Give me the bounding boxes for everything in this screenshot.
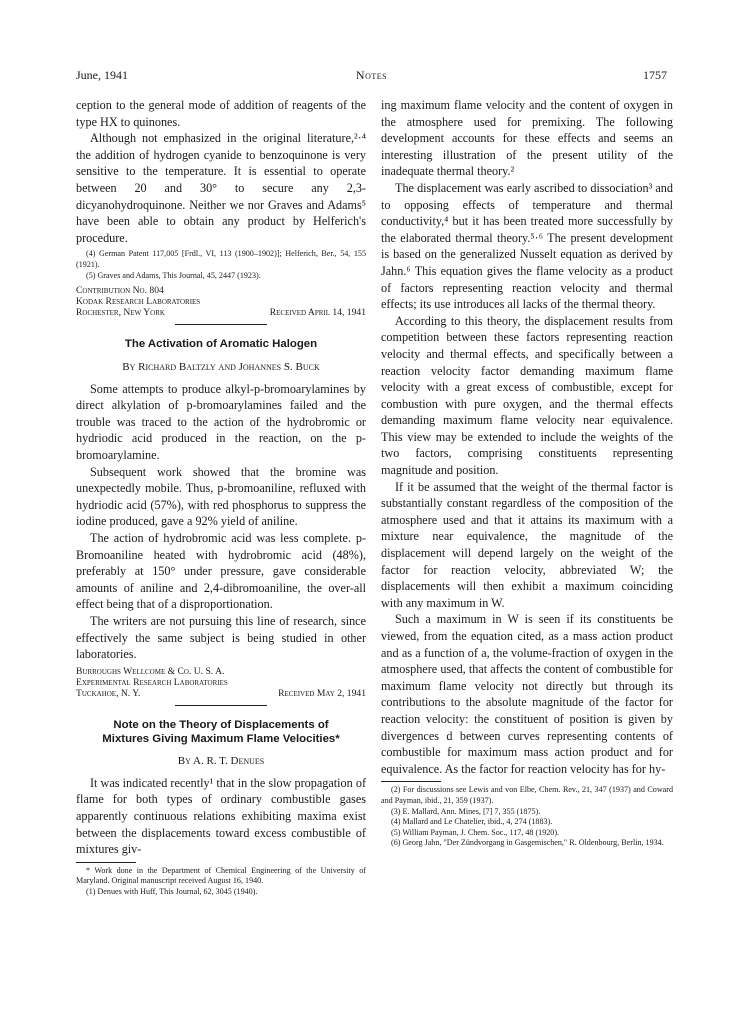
- article-paragraph: The writers are not pursuing this line of research, since effectively the same subject is being studied in other laboratories.: [76, 613, 366, 662]
- footnote: (3) E. Mallard, Ann. Mines, [7] 7, 355 (1875).: [391, 806, 541, 816]
- left-column: [76, 97, 366, 897]
- contribution-line: Contribution No. 804: [76, 285, 164, 297]
- article-title-line2: Mixtures Giving Maximum Flame Velocities*: [102, 733, 340, 746]
- article-paragraph: Some attempts to produce alkyl-p-bromoarylamines by direct alkylation of p-bromoarylamines failed and the trouble was traced to the action of the hydrobromic or hydriodic acid produced in the reaction, on the p-bromoarylamine.: [76, 381, 366, 462]
- article-paragraph: The displacement was early ascribed to dissociation³ and to opposing effects of temperature and thermal conductivity,⁴ but it has been treated more successfully by the elaborated thermal theory.⁵·⁶ The present development is based on the generalized Nusselt equation as derived by Jahn.⁶ This equation gives the flame velocity as a product of factors representing reaction velocity and thermal effects; its use introduces all lacks of the thermal theory.: [381, 180, 673, 312]
- footnote: (6) Georg Jahn, "Der Zündvorgang in Gasgemischen," R. Oldenbourg, Berlin, 1934.: [391, 838, 664, 848]
- footnote: (2) For discussions see Lewis and von Elbe, Chem. Rev., 21, 347 (1937) and Coward and Payman, ibid., 21, 359 (1937).: [381, 785, 673, 805]
- page-number: 1757: [643, 68, 667, 82]
- article-paragraph: According to this theory, the displacement results from competition between these factors representing reaction velocity and thermal effects, and specifically between a reaction velocity factor demanding maximum flame velocity with a great excess of combustible, except for combustion with pure oxygen, and the thermal effects demanding maximum flame velocity near equivalence. This view may be extended to include the weights of the two factors, comprising constituents representing magnitude and position.: [381, 313, 673, 478]
- affiliation-city: Rochester, New York: [76, 307, 165, 319]
- article-byline: By A. R. T. Denues: [177, 754, 265, 767]
- article-byline: By Richard Baltzly and Johannes S. Buck: [122, 360, 320, 373]
- article-paragraph: If it be assumed that the weight of the thermal factor is substantially constant regardless of the composition of the atmosphere used and that it attains its maximum with a mixture near equivalence, the magnitude of the displacement will depend largely on the weight of the factor for reaction velocity, abbreviated W; the displacements will then exhibit a maximum coinciding with any maximum in W.: [381, 479, 673, 610]
- footnote-divider: [381, 781, 441, 782]
- footnote: * Work done in the Department of Chemical Engineering of the University of Maryland. Original manuscript received August 16, 1940.: [76, 865, 366, 886]
- running-header-section: Notes: [355, 68, 388, 82]
- footnote: (5) William Payman, J. Chem. Soc., 117, 48 (1920).: [391, 827, 560, 837]
- article-paragraph: The action of hydrobromic acid was less complete. p-Bromoaniline heated with hydrobromic acid (48%), preferably at 150° under pressure, gave considerable amounts of aniline and 2,4-dibromoaniline, the over-all effect being that of a disproportionation.: [76, 530, 366, 612]
- affiliation-line: Kodak Research Laboratories: [76, 296, 201, 308]
- article-paragraph: ing maximum flame velocity and the content of oxygen in the atmosphere used for premixing. The following development accounts for these effects and seems an interesting illustration of the present utility of the inadequate thermal theory.²: [381, 98, 673, 179]
- affiliation-line: Burroughs Wellcome & Co. U. S. A.: [76, 665, 225, 677]
- footnote: (4) Mallard and Le Chatelier, ibid., 4, 274 (1883).: [391, 817, 553, 827]
- affiliation-received-row: [76, 307, 366, 318]
- continued-paragraph-2: Although not emphasized in the original literature,²·⁴ the addition of hydrogen cyanide to benzoquinone is very sensitive to the temperature. It is essential to operate between 20 and 30° to secure any 2,3-dicyanohydroquinone. Neither we nor Graves and Adams⁵ have been able to obtain any product by Helferich's procedure.: [76, 131, 366, 245]
- right-column: [381, 97, 673, 849]
- footnote: (5) Graves and Adams, This Journal, 45, 2447 (1923).: [86, 270, 261, 280]
- article-paragraph: Subsequent work showed that the bromine was unexpectedly mobile. Thus, p-bromoaniline, refluxed with hydriodic acid (57%), with red phosphorus to suppress the iodine produced, gave a 92% yield of aniline.: [76, 464, 366, 529]
- article-title: The Activation of Aromatic Halogen: [124, 338, 318, 351]
- running-header-date: June, 1941: [76, 68, 128, 82]
- article-title-line1: Note on the Theory of Displacements of: [113, 718, 329, 731]
- received-date: Received May 2, 1941: [278, 687, 366, 699]
- continued-paragraph: ception to the general mode of addition of reagents of the type HX to quinones.: [76, 98, 366, 129]
- article-paragraph: It was indicated recently¹ that in the slow propagation of flame for both types of ordinary combustible gases apparently continuous relations exhibiting maxima exist between the displacements toward excess combustible of mixtures giv-: [76, 775, 366, 857]
- affiliation-city: Tuckahoe, N. Y.: [76, 687, 141, 699]
- affiliation-line: Experimental Research Laboratories: [76, 676, 228, 688]
- affiliation-received-row: [76, 688, 366, 699]
- article-paragraph: Such a maximum in W is seen if its constituents be viewed, from the equation cited, as a mass action product and as a function of a, the volume-fraction of oxygen in the atmosphere used, that affects the content of combustible for maximum flame velocity not directly but through its contributions to the absolute magnitude of the factor for reaction velocity: the constituent of position is given by divergences d between curves representing contents of combustible for maximum mass action product and for equivalence. As the factor for reaction velocity has for hy-: [381, 612, 673, 776]
- footnote: (1) Denues with Huff, This Journal, 62, 3045 (1940).: [86, 886, 258, 896]
- footnote-divider: [76, 862, 136, 863]
- received-date: Received April 14, 1941: [269, 307, 366, 319]
- footnote: (4) German Patent 117,005 [Frdl., VI, 113 (1900–1902)]; Helferich, Ber., 54, 155 (1921).: [76, 249, 366, 269]
